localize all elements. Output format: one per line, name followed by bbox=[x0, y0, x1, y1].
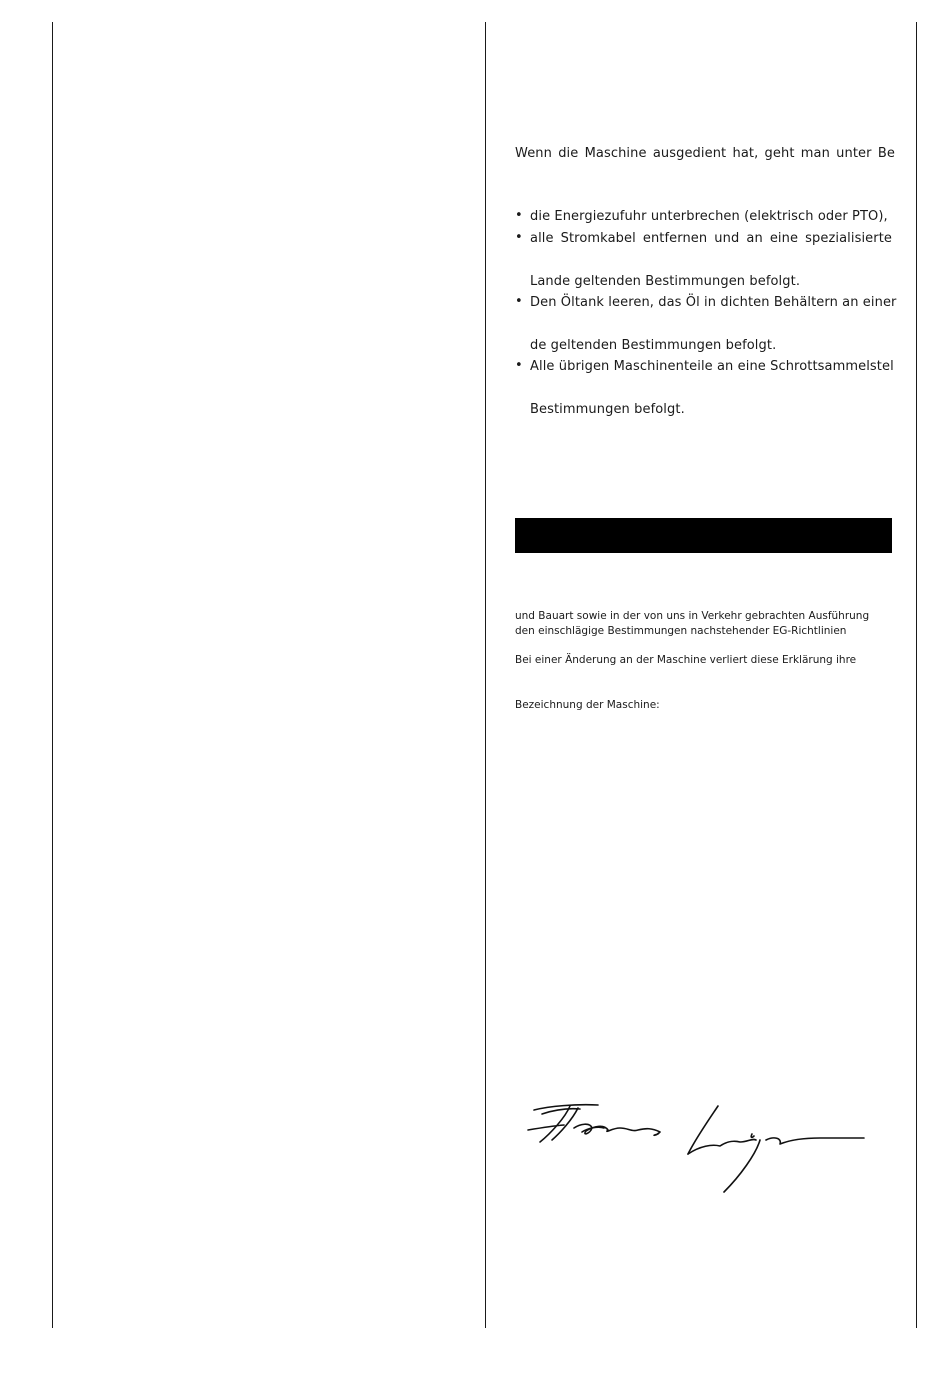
machine-designation-label: Bezeichnung der Maschine: bbox=[515, 699, 660, 711]
bullet-2-line-2: Lande geltenden Bestimmungen befolgt. bbox=[530, 274, 801, 289]
bullet-icon: • bbox=[515, 230, 523, 245]
section-heading-bar bbox=[515, 518, 892, 553]
bullet-3-line-1: Den Öltank leeren, das Öl in dichten Behältern an einer bbox=[530, 295, 897, 310]
bullet-icon: • bbox=[515, 358, 523, 373]
bullet-1-line-1: die Energiezufuhr unterbrechen (elektrisch oder PTO), bbox=[530, 209, 888, 224]
bullet-icon: • bbox=[515, 208, 523, 223]
center-column-rule bbox=[485, 22, 486, 1328]
right-column-rule bbox=[916, 22, 917, 1328]
signature-icon bbox=[520, 1098, 870, 1198]
left-column-rule bbox=[52, 22, 53, 1328]
bullet-4-line-1: Alle übrigen Maschinenteile an eine Schrottsammelstel bbox=[530, 359, 894, 374]
bullet-icon: • bbox=[515, 294, 523, 309]
declaration-line-2: den einschlägige Bestimmungen nachstehender EG-Richtlinien bbox=[515, 625, 847, 637]
bullet-2-line-1: alle Stromkabel entfernen und an eine spezialisierte bbox=[530, 231, 892, 246]
intro-text: Wenn die Maschine ausgedient hat, geht man unter Be bbox=[515, 146, 895, 161]
declaration-change-note: Bei einer Änderung an der Maschine verliert diese Erklärung ihre bbox=[515, 654, 857, 666]
intro-paragraph bbox=[515, 146, 895, 161]
declaration-line-1: und Bauart sowie in der von uns in Verkehr gebrachten Ausführung bbox=[515, 610, 870, 622]
bullet-4-line-2: Bestimmungen befolgt. bbox=[530, 402, 685, 417]
bullet-3-line-2: de geltenden Bestimmungen befolgt. bbox=[530, 338, 777, 353]
